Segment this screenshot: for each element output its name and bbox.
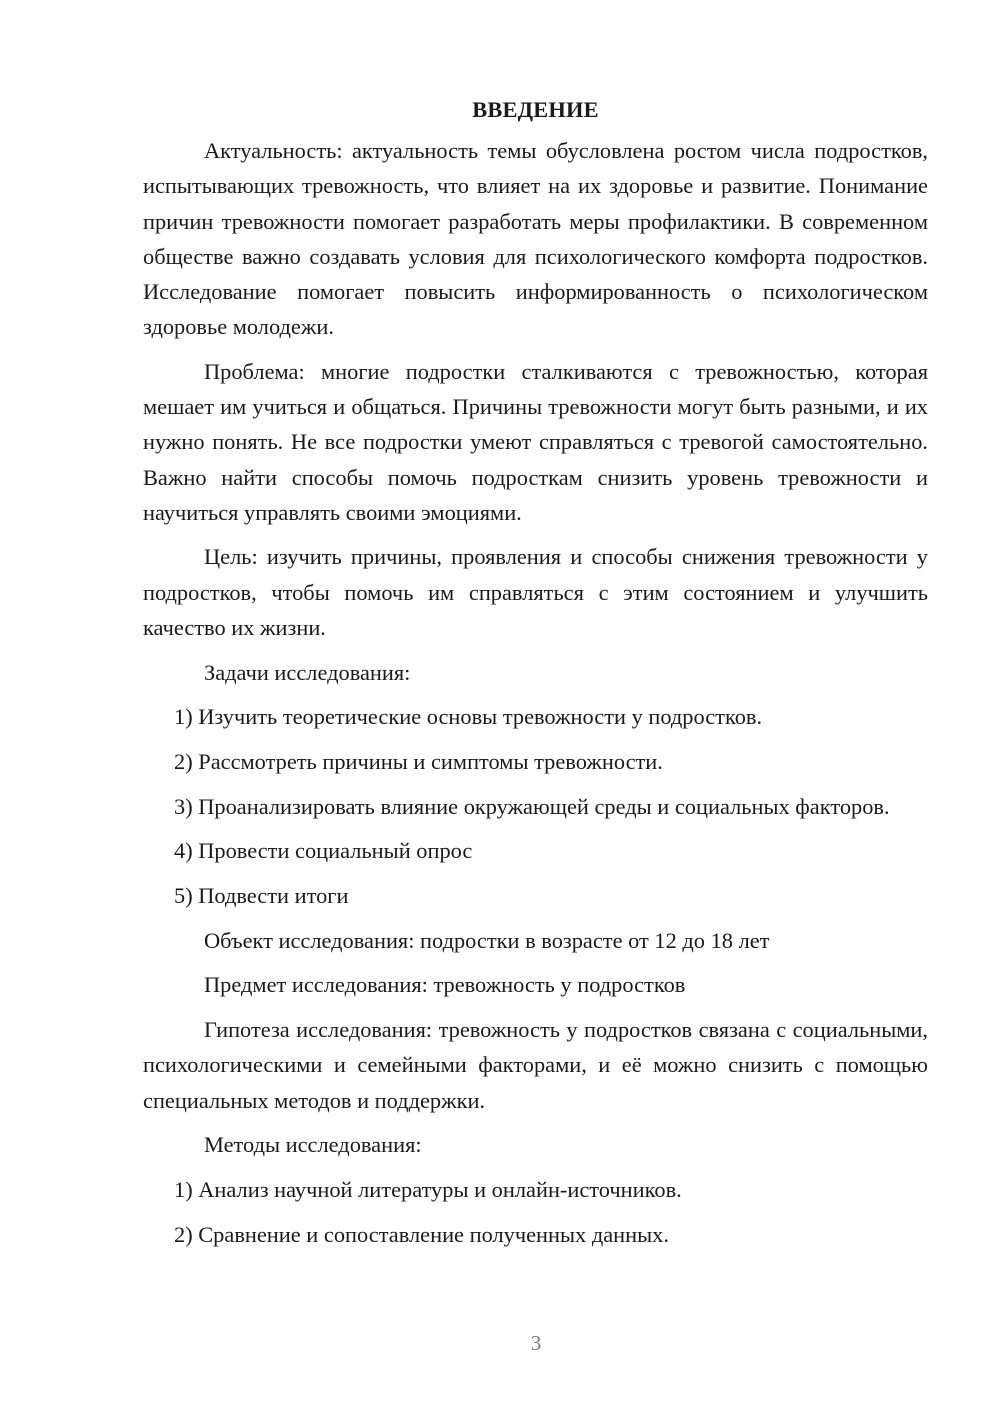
task-item-4: 4) Провести социальный опрос bbox=[174, 838, 473, 864]
document-page bbox=[143, 92, 928, 1261]
tasks-heading: Задачи исследования: bbox=[204, 659, 411, 685]
task-item-2: 2) Рассмотреть причины и симптомы тревожности. bbox=[174, 748, 663, 774]
method-item-1: 1) Анализ научной литературы и онлайн-источников. bbox=[174, 1176, 682, 1202]
page-number: 3 bbox=[530, 1331, 542, 1355]
methods-heading: Методы исследования: bbox=[204, 1132, 422, 1158]
task-item-5: 5) Подвести итоги bbox=[174, 883, 349, 909]
research-object: Объект исследования: подростки в возрасте от 12 до 18 лет bbox=[204, 927, 770, 953]
paragraph-relevance: Актуальность: актуальность темы обусловлена ростом числа подростков, испытывающих тревожность, что влияет на их здоровье и развитие. Понимание причин тревожности помогает разработать меры профилактики. В современном обществе важно создавать условия для психологического комфорта подростков. Исследование помогает повысить информированность о психологическом здоровье молодежи. bbox=[143, 138, 928, 340]
paragraph-goal: Цель: изучить причины, проявления и способы снижения тревожности у подростков, чтобы помочь им справляться с этим состоянием и улучшить качество их жизни. bbox=[143, 544, 928, 640]
section-heading: ВВЕДЕНИЕ bbox=[472, 97, 599, 122]
task-item-1: 1) Изучить теоретические основы тревожности у подростков. bbox=[174, 704, 763, 730]
task-item-3: 3) Проанализировать влияние окружающей среды и социальных факторов. bbox=[174, 793, 890, 819]
research-subject: Предмет исследования: тревожность у подростков bbox=[204, 972, 686, 998]
research-hypothesis: Гипотеза исследования: тревожность у подростков связана с социальными, психологическими и семейными факторами, и её можно снизить с помощью специальных методов и поддержки. bbox=[143, 1017, 928, 1113]
method-item-2: 2) Сравнение и сопоставление полученных данных. bbox=[174, 1221, 669, 1247]
paragraph-problem: Проблема: многие подростки сталкиваются с тревожностью, которая мешает им учиться и общаться. Причины тревожности могут быть разными, и их нужно понять. Не все подростки умеют справляться с тревогой самостоятельно. Важно найти способы помочь подросткам снизить уровень тревожности и научиться управлять своими эмоциями. bbox=[143, 358, 928, 525]
